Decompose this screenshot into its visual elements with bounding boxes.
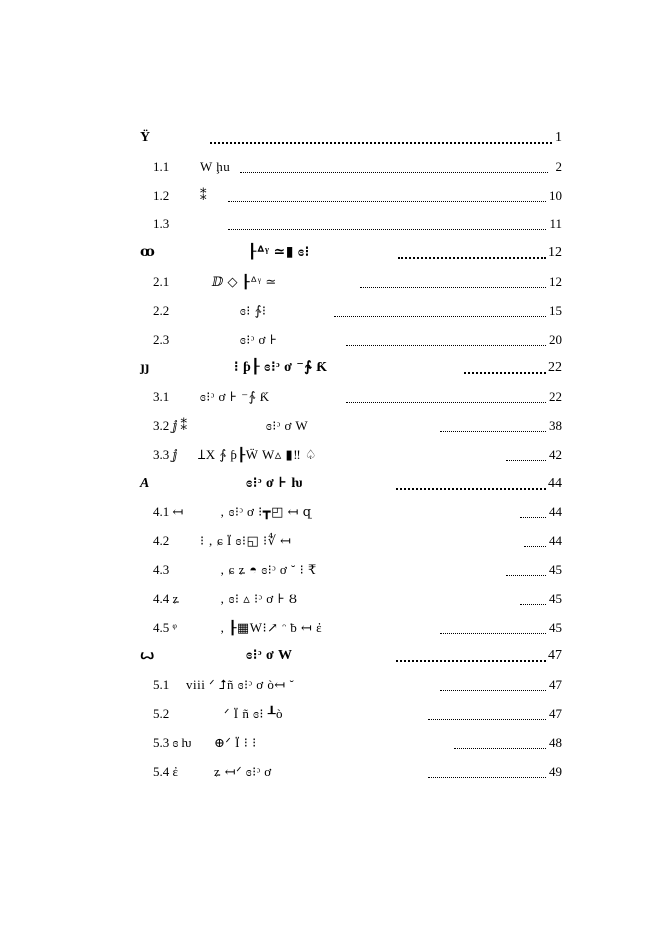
toc-number: 5.2	[153, 705, 170, 721]
toc-entry[interactable]	[140, 210, 562, 239]
toc-title: ᐟ Ϊ ñ ɞ⁝ ┸ò	[224, 705, 284, 721]
toc-page-number: 38	[549, 412, 562, 440]
toc-number: 4.2	[153, 533, 170, 549]
toc-page-number: 48	[549, 729, 562, 757]
dot-leader	[464, 370, 546, 374]
toc-number: 1.1	[153, 158, 170, 174]
toc-entry[interactable]	[140, 182, 562, 211]
toc-page-number: 47	[549, 671, 562, 699]
dot-leader	[506, 573, 546, 576]
toc-entry[interactable]	[140, 326, 562, 355]
toc-title: ꞱX ∱ ƥ┠Ẅ W▵ ▮‼ ♤	[198, 446, 318, 462]
toc-number: A	[140, 475, 150, 491]
toc-entry[interactable]	[140, 354, 562, 383]
toc-title: viii ᐟ ⮥ñ ɞ⁝ᵓ ơ ò↤ ˘	[186, 677, 295, 693]
toc-title: ɞ⁝ᵓ ơ ⊦	[240, 331, 278, 347]
dot-leader	[398, 255, 546, 259]
toc-entry[interactable]	[140, 412, 562, 441]
dot-leader	[440, 429, 546, 432]
toc-title: ɞ⁝ᵓ ơ ⊦ ƕ	[246, 475, 303, 491]
toc-number: 5.4 ἐ	[153, 763, 178, 779]
dot-leader	[346, 343, 546, 346]
toc-page-number: 12	[548, 239, 562, 267]
toc-title: W ḩu	[200, 158, 231, 174]
toc-page-number: 12	[549, 268, 562, 296]
toc-page-number: 22	[548, 354, 562, 382]
toc-page-number: 1	[555, 124, 562, 152]
toc-page-number: 42	[549, 441, 562, 469]
toc-title: ⅅ ◇ ┠ᐞᵞ ≃	[212, 273, 277, 289]
toc-number: ꝏ	[140, 245, 155, 261]
dot-leader	[440, 688, 546, 691]
toc-number: 3.3 ⅉ	[153, 446, 178, 462]
dot-leader	[334, 314, 546, 317]
dot-leader	[428, 717, 546, 720]
toc-page-number: 49	[549, 758, 562, 786]
toc-title: ɞ⁝ᵓ ơ W	[246, 648, 293, 664]
dot-leader	[360, 285, 546, 288]
toc-title: ⊕ᐟ Ϊ ⁝ ⁝	[214, 734, 257, 750]
toc-entry[interactable]	[140, 297, 562, 326]
dot-leader	[346, 400, 546, 403]
toc-number: 1.2	[153, 187, 170, 203]
toc-title: ⁑	[200, 187, 207, 203]
dot-leader	[396, 486, 546, 490]
dot-leader	[506, 458, 546, 461]
toc-page-number: 44	[548, 470, 562, 498]
toc-title: ┠ᐞᵞ ≃▮ ɞ⁝	[248, 245, 310, 261]
toc-number: 4.4 ʑ	[153, 590, 179, 606]
toc-title: ⁝ ƥ┠ ɞ⁝ᵓ ơ ⁻∱ Ƙ	[234, 360, 328, 376]
toc-number: 4.5 ᵠ	[153, 619, 177, 635]
dot-leader	[524, 544, 546, 547]
toc-page-number: 11	[549, 210, 562, 238]
toc-title: ‚ ┠▦W⁝↗ ᵔ ƀ ↤ ἐ	[220, 619, 323, 635]
dot-leader	[520, 515, 546, 518]
toc-title: ‚ ɞ⁝ ▵ ⁝ᵓ ơ ⊦ Ȣ	[220, 590, 298, 606]
toc-entry[interactable]	[140, 153, 562, 182]
toc-page-number: 22	[549, 383, 562, 411]
table-of-contents	[140, 124, 562, 786]
toc-title: ʑ ↤ᐟ ɞ⁝ᵓ ơ	[214, 763, 272, 779]
toc-number: 1.3	[153, 216, 170, 232]
toc-number: 5.3 ɞ ƕ	[153, 734, 192, 750]
dot-leader	[396, 658, 546, 662]
toc-page-number: 2	[556, 153, 563, 181]
toc-number: 5.1	[153, 677, 170, 693]
toc-title: ‚ ɕ ʑ ◓ ɞ⁝ᵓ ơ ˘ ⁝ ₹	[220, 561, 317, 577]
toc-title: ɞ⁝ ∱⁝	[240, 302, 267, 318]
toc-entry[interactable]	[140, 124, 562, 153]
toc-entry[interactable]	[140, 527, 562, 556]
toc-title: ɞ⁝ᵓ ơ W	[266, 417, 309, 433]
dot-leader	[428, 775, 546, 778]
toc-entry[interactable]	[140, 239, 562, 268]
toc-number: 3.1	[153, 389, 170, 405]
toc-title: ⁝ ‚ ɕ Ϊ ɞ⁝◱ ⁝∜ ↤	[200, 533, 292, 549]
toc-title: ɞ⁝ᵓ ơ ⊦ ⁻∱ Ƙ	[200, 389, 270, 405]
dot-leader	[454, 746, 546, 749]
toc-page-number: 45	[549, 614, 562, 642]
toc-number: 3.2 ⅉ ⁑	[153, 417, 187, 433]
toc-page-number: 10	[549, 182, 562, 210]
toc-number: 2.2	[153, 302, 170, 318]
toc-page-number: 20	[549, 326, 562, 354]
dot-leader	[520, 602, 546, 605]
toc-entry[interactable]	[140, 556, 562, 585]
dot-leader	[228, 199, 546, 202]
toc-entry[interactable]	[140, 498, 562, 527]
dot-leader	[210, 140, 552, 144]
toc-entry[interactable]	[140, 671, 562, 700]
toc-page-number: 47	[549, 700, 562, 728]
toc-number: 4.3	[153, 561, 170, 577]
toc-entry[interactable]	[140, 441, 562, 470]
toc-entry[interactable]	[140, 758, 562, 787]
dot-leader	[228, 227, 546, 230]
dot-leader	[240, 170, 548, 173]
toc-entry[interactable]	[140, 383, 562, 412]
toc-number: 4.1 ↤	[153, 504, 184, 520]
toc-title: ‚ ɞ⁝ᵓ ơ ⁝┳◰ ↤ զ	[220, 504, 313, 520]
toc-entry[interactable]	[140, 700, 562, 729]
toc-page-number: 45	[549, 556, 562, 584]
toc-number: 2.1	[153, 273, 170, 289]
toc-page-number: 15	[549, 297, 562, 325]
toc-entry[interactable]	[140, 585, 562, 614]
dot-leader	[440, 631, 546, 634]
toc-entry[interactable]	[140, 268, 562, 297]
toc-entry[interactable]	[140, 729, 562, 758]
toc-entry[interactable]	[140, 614, 562, 643]
toc-page-number: 44	[549, 498, 562, 526]
toc-number: Ϋ	[140, 130, 151, 145]
toc-page-number: 45	[549, 585, 562, 613]
toc-entry[interactable]	[140, 642, 562, 671]
toc-page-number: 47	[548, 642, 562, 670]
toc-number: 2.3	[153, 331, 170, 347]
toc-page-number: 44	[549, 527, 562, 555]
toc-entry[interactable]	[140, 470, 562, 499]
toc-number: ȷȷ	[140, 360, 150, 376]
toc-number: ꙍ	[140, 648, 155, 664]
